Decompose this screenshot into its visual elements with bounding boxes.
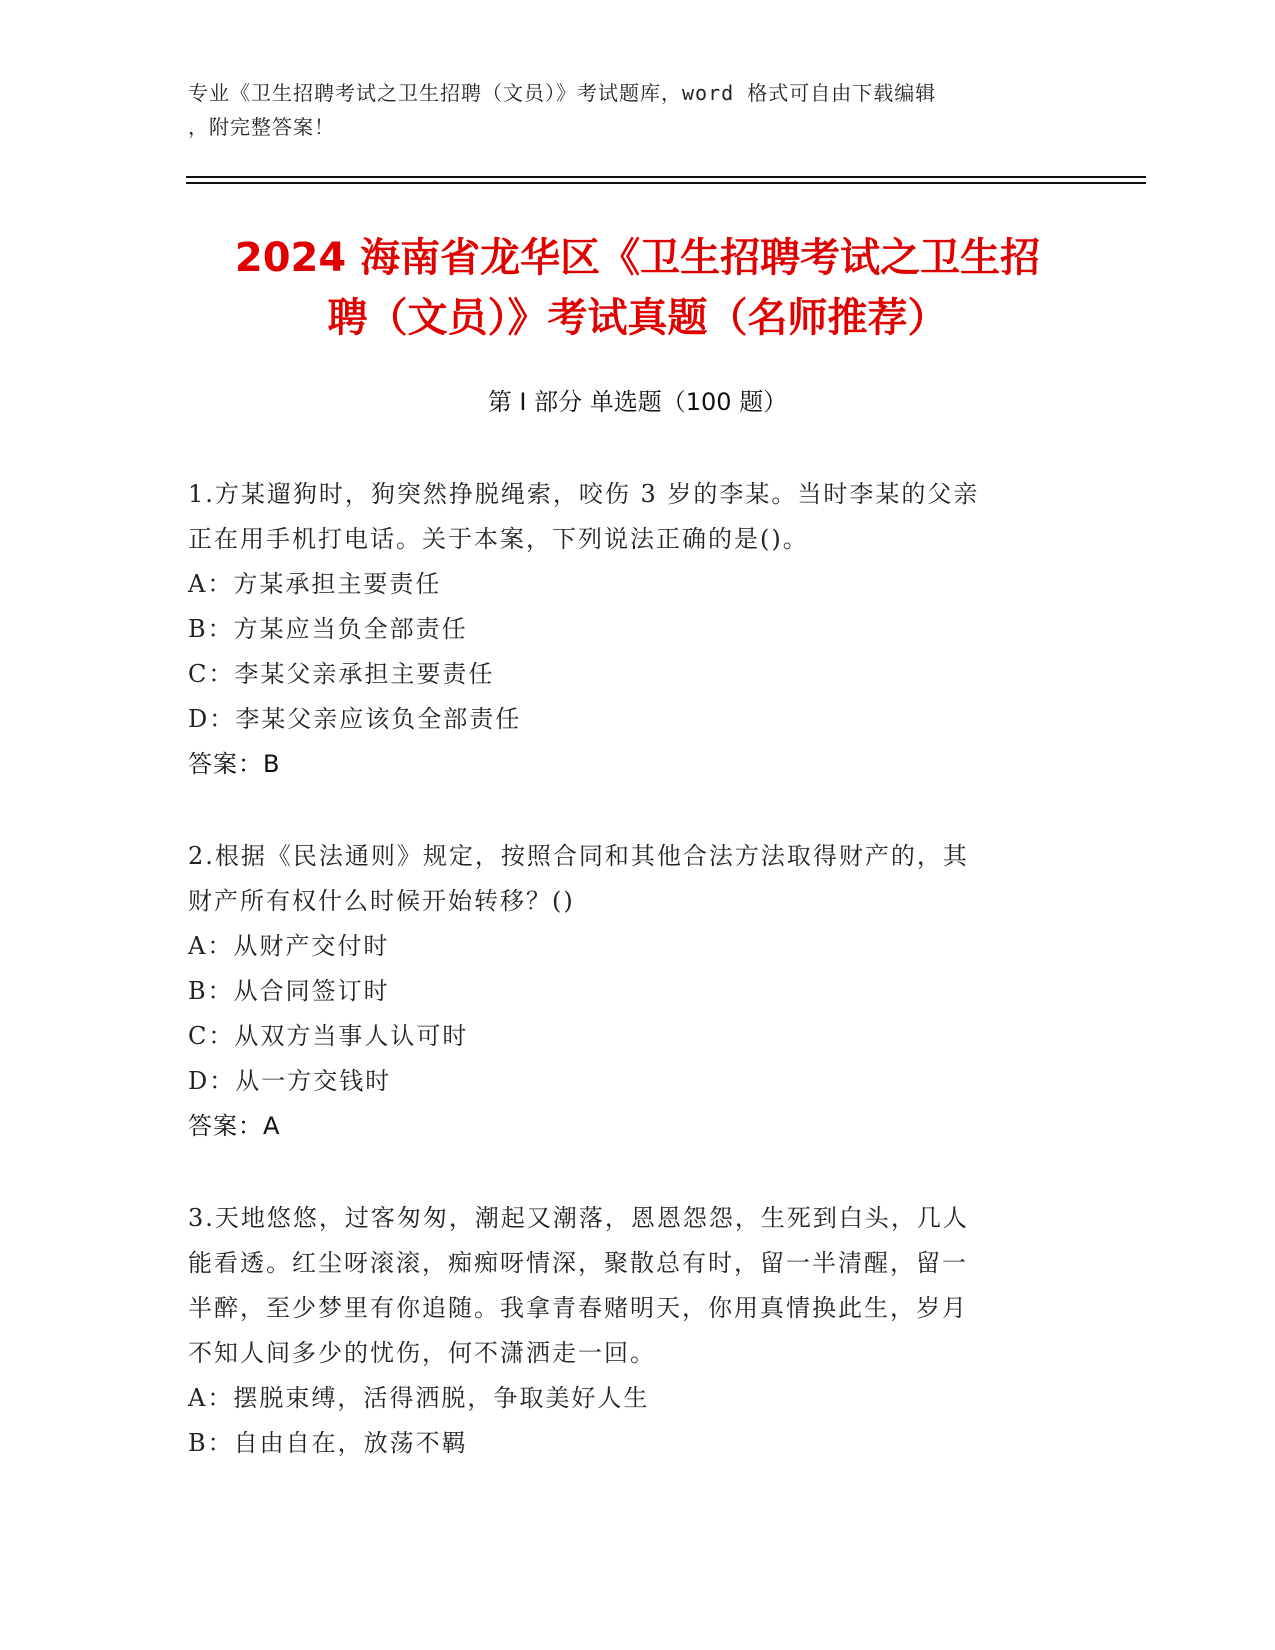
option-a: A：从财产交付时 [188,932,390,960]
header-note-line-1: 专业《卫生招聘考试之卫生招聘（文员）》考试题库，word 格式可自由下载编辑 [188,81,937,105]
question-stem-line: 1.方某遛狗时，狗突然挣脱绳索，咬伤 3 岁的李某。当时李某的父亲 [188,480,980,508]
document-title-line-2: 聘（文员）》考试真题（名师推荐） [327,295,948,341]
question-stem-line: 半醉，至少梦里有你追随。我拿青春赌明天，你用真情换此生，岁月 [188,1294,968,1322]
question-stem-line: 不知人间多少的忧伤，何不潇洒走一回。 [188,1339,656,1367]
option-d: D：李某父亲应该负全部责任 [188,705,522,733]
question-stem-line: 正在用手机打电话。关于本案，下列说法正确的是()。 [188,525,809,553]
option-b: B：从合同签订时 [188,977,390,1005]
section-title: 第 I 部分 单选题（100 题） [487,388,788,416]
header-note-line-2: ，附完整答案！ [188,115,335,139]
question-1 [188,472,1068,787]
option-a: A：摆脱束缚，活得洒脱，争取美好人生 [188,1384,650,1412]
option-c: C：李某父亲承担主要责任 [188,660,495,688]
question-stem-line: 财产所有权什么时候开始转移？() [188,887,575,915]
option-b: B：自由自在，放荡不羁 [188,1429,468,1457]
question-stem-line: 2.根据《民法通则》规定，按照合同和其他合法方法取得财产的，其 [188,842,969,870]
header-note [188,76,1068,144]
option-a: A：方某承担主要责任 [188,570,442,598]
header-divider-bottom [186,182,1146,184]
document-title-line-1: 2024 海南省龙华区《卫生招聘考试之卫生招 [234,235,1041,281]
option-d: D：从一方交钱时 [188,1067,392,1095]
question-2 [188,834,1068,1149]
document-title [150,228,1125,348]
question-stem-line: 3.天地悠悠，过客匆匆，潮起又潮落，恩恩怨怨，生死到白头，几人 [188,1204,969,1232]
option-c: C：从双方当事人认可时 [188,1022,469,1050]
option-b: B：方某应当负全部责任 [188,615,468,643]
header-divider-top [186,176,1146,178]
answer-label: 答案：B [188,750,281,778]
question-stem-line: 能看透。红尘呀滚滚，痴痴呀情深，聚散总有时，留一半清醒，留一 [188,1249,968,1277]
question-3 [188,1196,1068,1466]
answer-label: 答案：A [188,1112,281,1140]
